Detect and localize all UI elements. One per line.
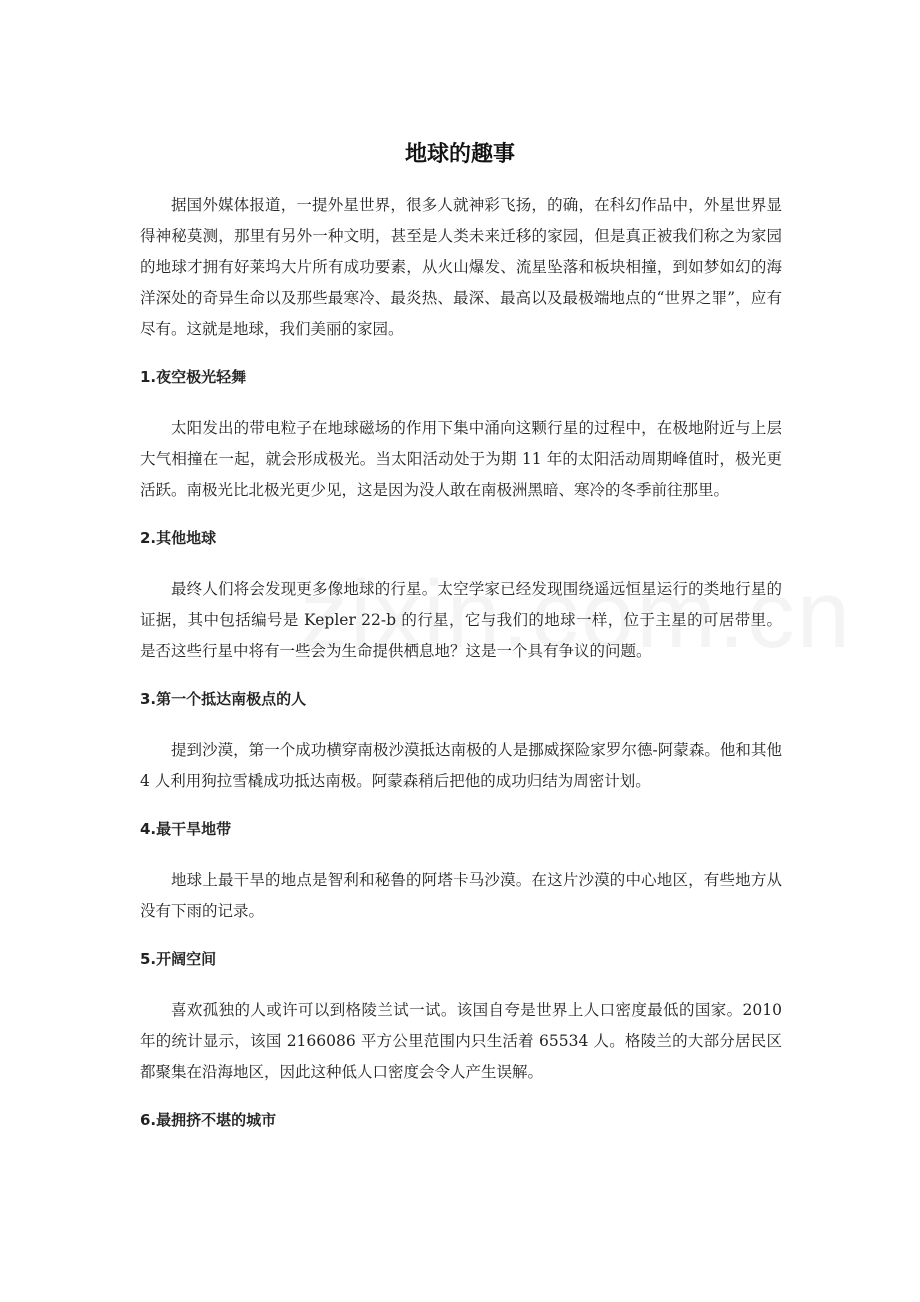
intro-paragraph: 据国外媒体报道，一提外星世界，很多人就神彩飞扬，的确，在科幻作品中，外星世界显得神秘莫测，那里有另外一种文明，甚至是人类未来迁移的家园，但是真正被我们称之为家园的地球才拥有好莱坞大片所有成功要素，从火山爆发、流星坠落和板块相撞，到如梦如幻的海洋深处的奇异生命以及那些最寒冷、最炎热、最深、最高以及最极端地点的“世界之罪”，应有尽有。这就是地球，我们美丽的家园。 xyxy=(140,196,782,338)
section-paragraph-open-space: 喜欢孤独的人或许可以到格陵兰试一试。该国自夸是世界上人口密度最低的国家。2010 年的统计显示，该国 2166086 平方公里范围内只生活着 65534 人。格陵兰的大部分居民区都聚集在沿海地区，因此这种低人口密度会令人产生误解。 xyxy=(140,1001,782,1081)
document-title: 地球的趣事 xyxy=(404,141,515,167)
section-paragraph-aurora: 太阳发出的带电粒子在地球磁场的作用下集中涌向这颗行星的过程中，在极地附近与上层大气相撞在一起，就会形成极光。当太阳活动处于为期 11 年的太阳活动周期峰值时，极光更活跃。南极光比北极光更少见，这是因为没人敢在南极洲黑暗、寒冷的冬季前往那里。 xyxy=(140,419,782,499)
section-heading-other-earths: 2.其他地球 xyxy=(140,529,217,547)
section-paragraph-other-earths: 最终人们将会发现更多像地球的行星。太空学家已经发现围绕遥远恒星运行的类地行星的证据，其中包括编号是 Kepler 22-b 的行星，它与我们的地球一样，位于主星的可居带里。是否这些行星中将有一些会为生命提供栖息地？这是一个具有争议的问题。 xyxy=(140,580,782,660)
section-heading-aurora: 1.夜空极光轻舞 xyxy=(140,368,247,386)
section-heading-south-pole: 3.第一个抵达南极点的人 xyxy=(140,690,307,708)
section-heading-driest-place: 4.最干旱地带 xyxy=(140,820,232,838)
section-heading-crowded-city: 6.最拥挤不堪的城市 xyxy=(140,1111,277,1129)
document-body xyxy=(140,190,782,1132)
section-paragraph-driest-place: 地球上最干旱的地点是智利和秘鲁的阿塔卡马沙漠。在这片沙漠的中心地区，有些地方从没有下雨的记录。 xyxy=(140,871,782,920)
section-heading-open-space: 5.开阔空间 xyxy=(140,950,217,968)
section-paragraph-south-pole: 提到沙漠，第一个成功横穿南极沙漠抵达南极的人是挪威探险家罗尔德-阿蒙森。他和其他 4 人利用狗拉雪橇成功抵达南极。阿蒙森稍后把他的成功归结为周密计划。 xyxy=(140,741,782,790)
